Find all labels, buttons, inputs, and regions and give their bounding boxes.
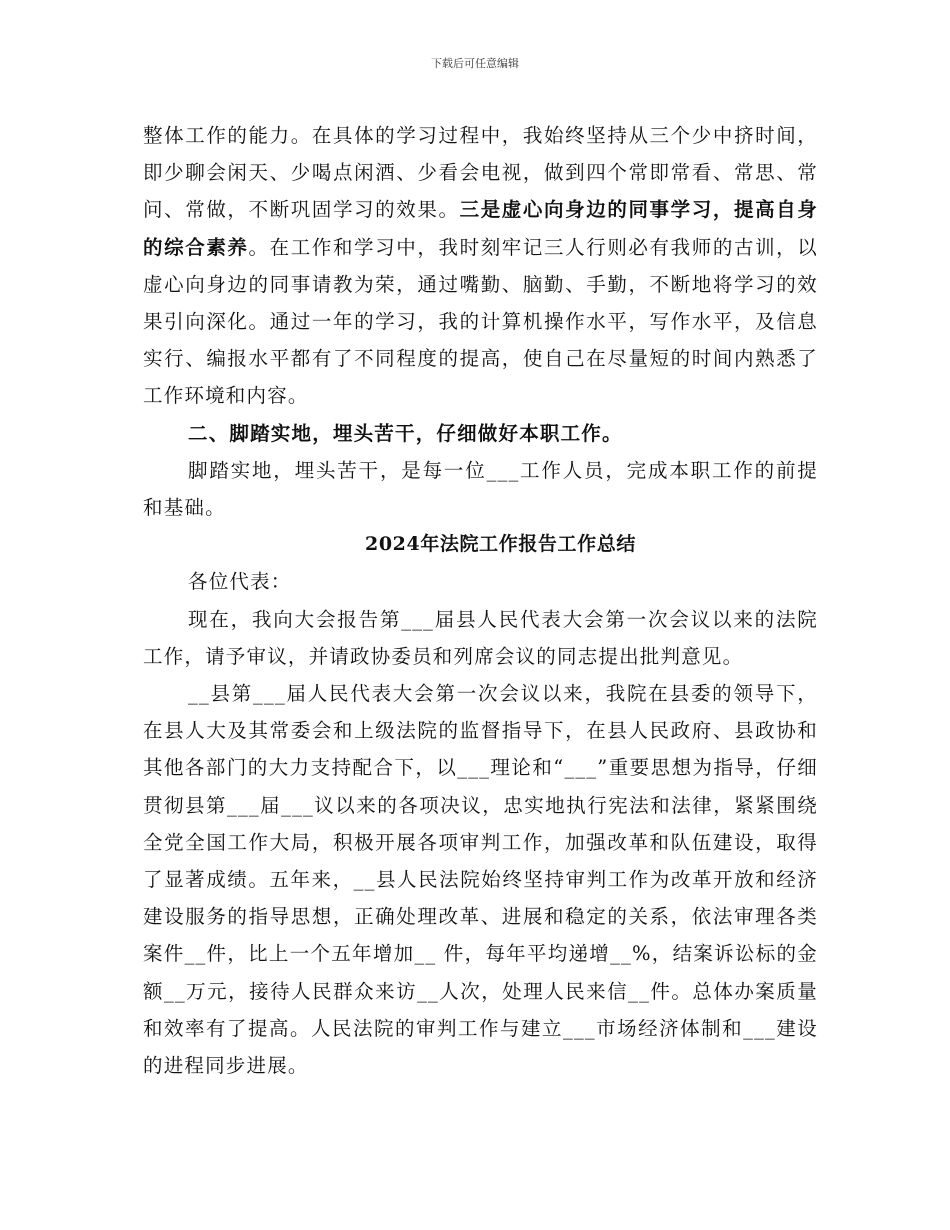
salutation: 各位代表： [188, 570, 292, 594]
paragraph-report-body: __县第___届人民代表大会第一次会议以来，我院在县委的领导下，在县人大及其常委会和上级法院的监督指导下，在县人民政府、县政协和其他各部门的大力支持配合下，以___理论和“___”重要思想为指导，仔细贯彻县第___届___议以来的各项决议，忠实地执行宪法和法律，紧紧围绕全党全国工作大局，积极开展各项审判工作，加强改革和队伍建设，取得了显著成绩。五年来，__县人民法院始终坚持审判工作为改革开放和经济建设服务的指导思想，正确处理改革、进展和稳定的关系，依法审理各类案件__件，比上一个五年增加__ 件，每年平均递增__%，结案诉讼标的金额__万元，接待人民群众来访__人次，处理人民来信__件。总体办案质量和效率有了提高。人民法院的审判工作与建立___市场经济体制和___建设的进程同步进展。 [143, 682, 818, 1078]
paragraph-foundation: 脚踏实地，埋头苦干，是每一位___工作人员，完成本职工作的前提和基础。 [143, 458, 818, 520]
bold-point-three: 三是虚心向身边的同事学习，提高自身的综合素养 [143, 198, 818, 259]
section-heading-two: 二、脚踏实地，埋头苦干，仔细做好本职工作。 [188, 421, 623, 445]
document-body [143, 117, 818, 1084]
paragraph-text-tail: 。在工作和学习中，我时刻牢记三人行则必有我师的古训，以虚心向身边的同事请教为荣，通过嘴勤、脑勤、手勤，不断地将学习的效果引向深化。通过一年的学习，我的计算机操作水平，写作水平，及信息实行、编报水平都有了不同程度的提高，使自己在尽量短的时间内熟悉了工作环境和内容。 [143, 235, 818, 408]
page-header-note: 下载后可任意编辑 [431, 57, 519, 70]
paragraph-text: 整体工作的能力。在具体的学习过程中，我始终坚持从三个少中挤时间，即少聊会闲天、少喝点闲酒、少看会电视，做到四个常即常看、常思、常问、常做，不断巩固学习的效果。 [143, 124, 818, 222]
paragraph-report-intro: 现在，我向大会报告第___届县人民代表大会第一次会议以来的法院工作，请予审议，并请政协委员和列席会议的同志提出批判意见。 [143, 607, 818, 668]
report-title: 2024年法院工作报告工作总结 [365, 533, 636, 556]
paragraph-study-methods [143, 117, 818, 415]
